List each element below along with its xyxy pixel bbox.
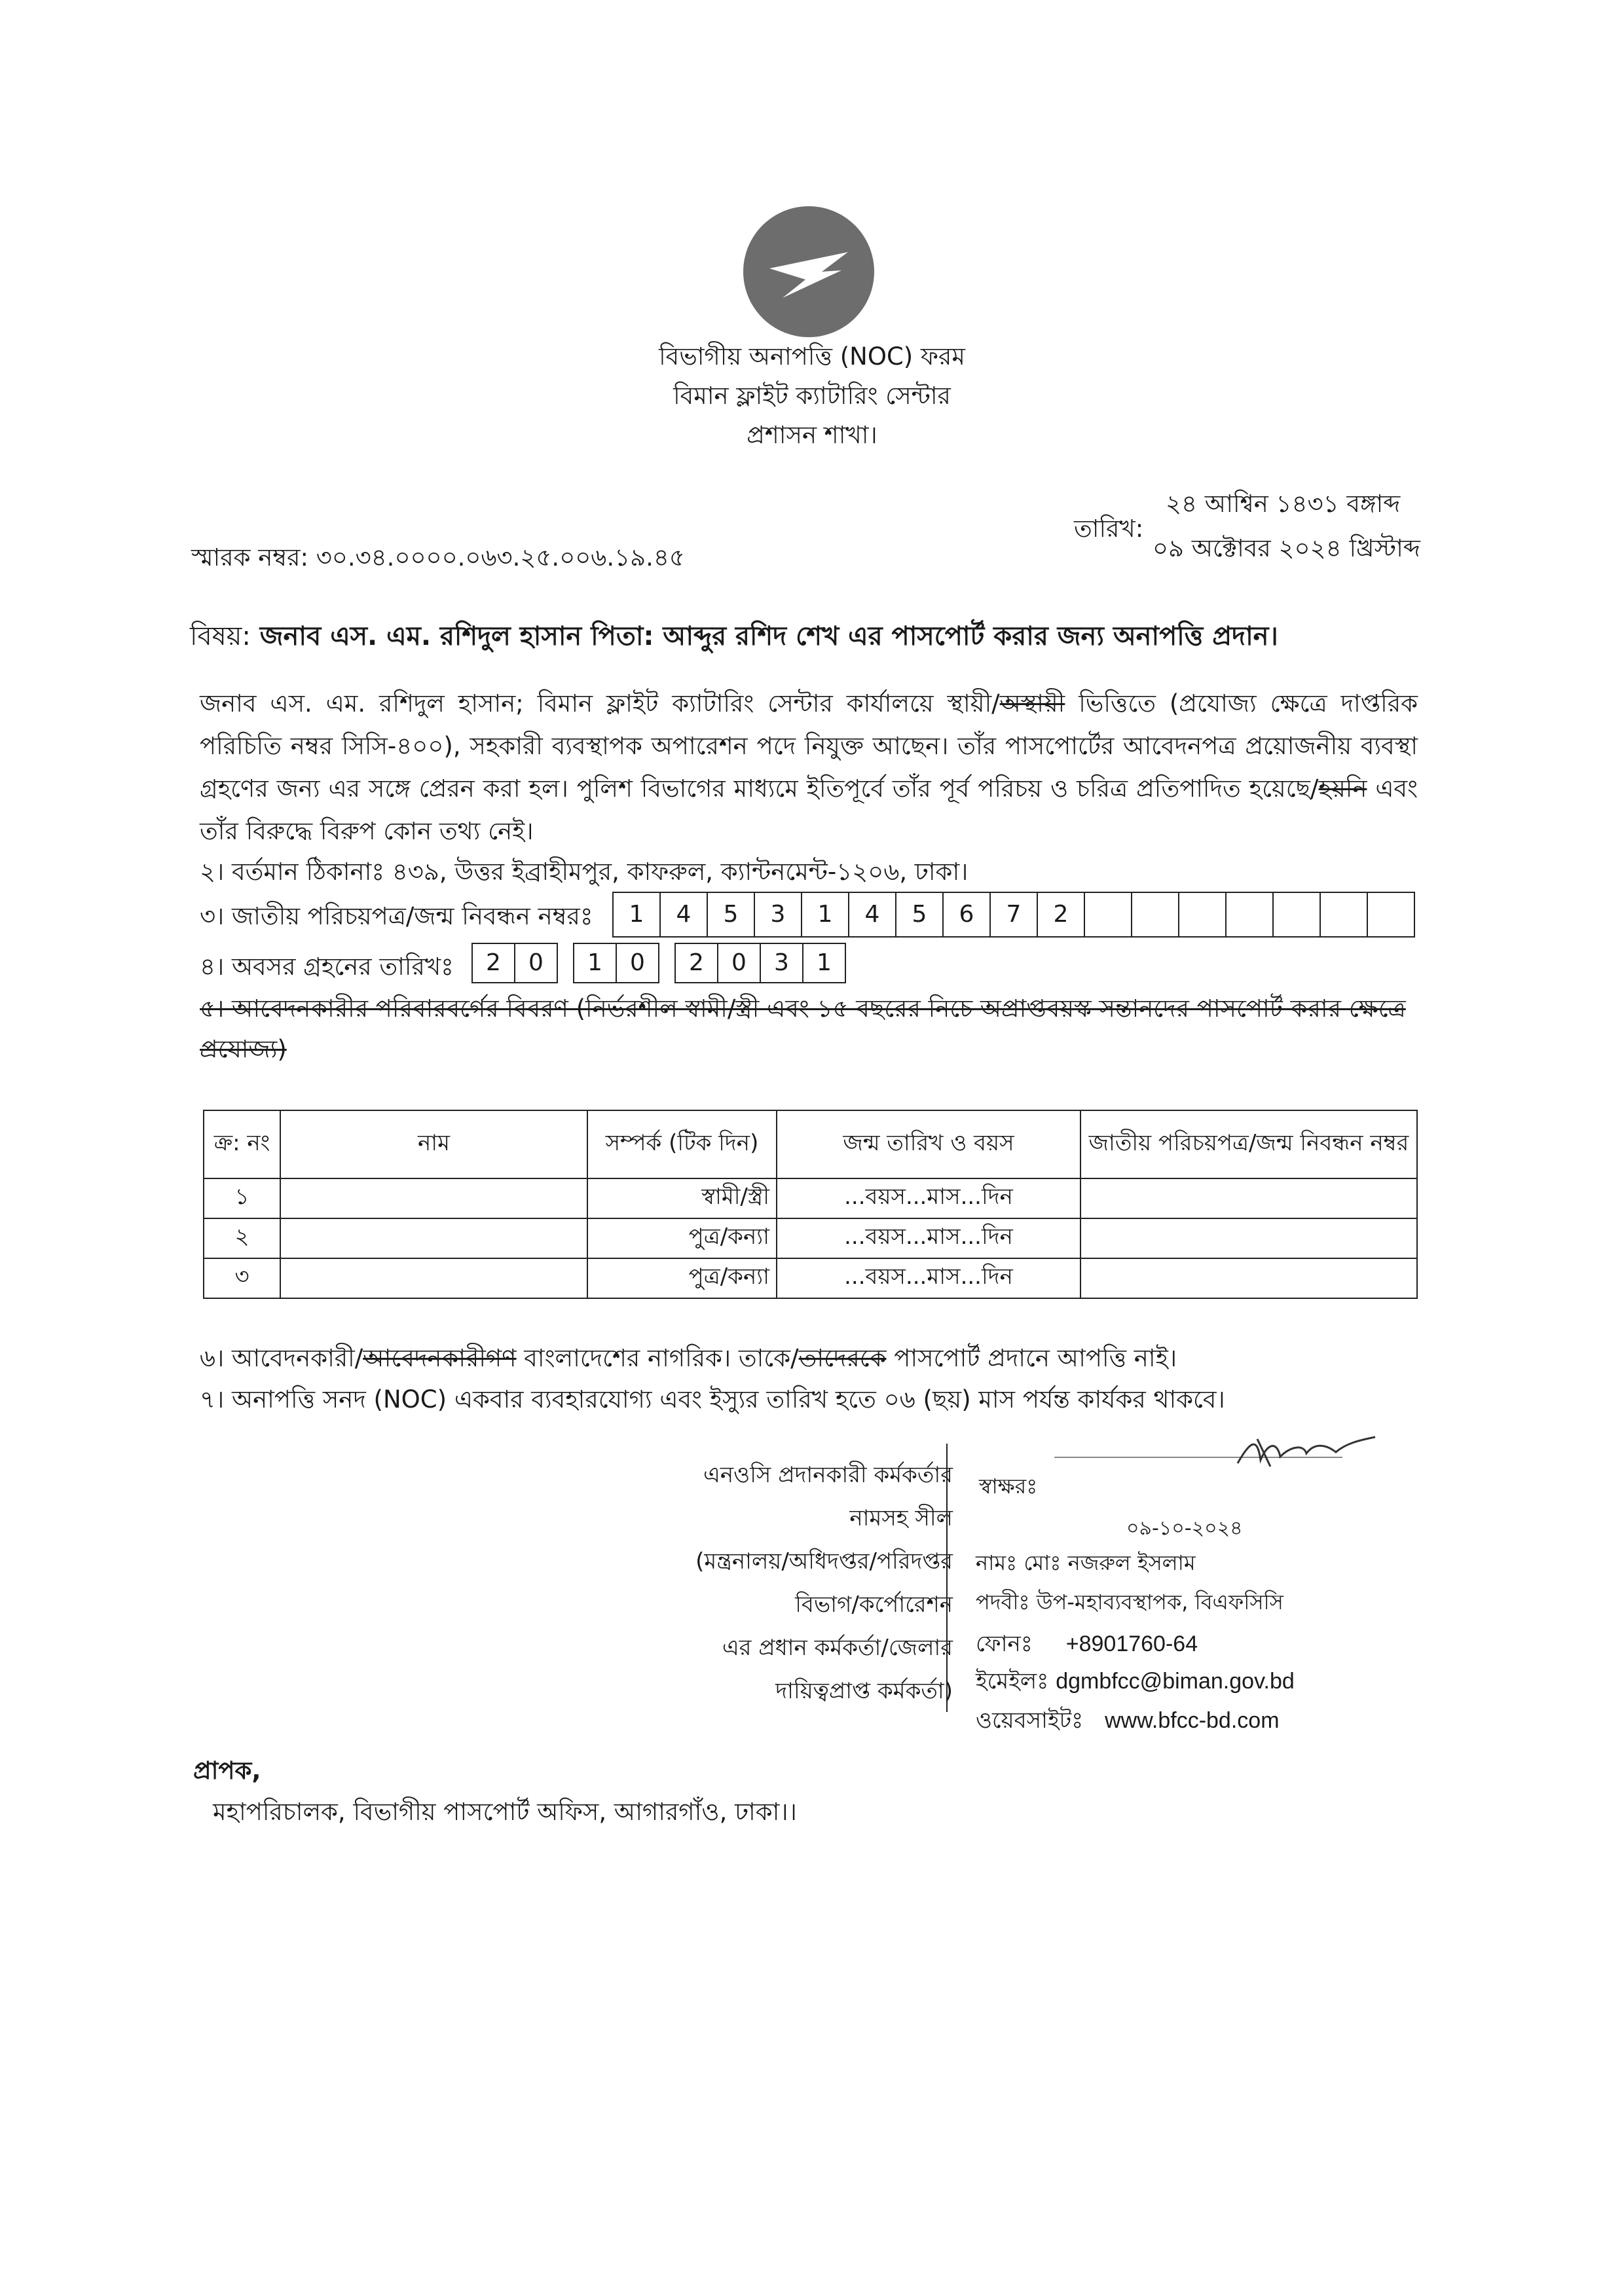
retirement-month-box[interactable]: 0 [616,943,659,983]
signatory-note-line: (মন্ত্রনালয়/অধিদপ্তর/পরিদপ্তর [695,1548,953,1575]
nid-digit-box[interactable]: 5 [707,892,755,938]
cell-name[interactable] [280,1218,587,1258]
col-relation: সম্পর্ক (টিক দিন) [587,1110,777,1178]
signatory-note-line: এর প্রধান কর্মকর্তা/জেলার [722,1635,953,1661]
nid-digit-box[interactable]: 2 [1037,892,1085,938]
website-label: ওয়েবসাইটঃ [976,1707,1084,1734]
nid-digit-box[interactable]: 7 [989,892,1038,938]
email-label: ইমেইলঃ [976,1668,1049,1694]
cell-relation: পুত্র/কন্যা [587,1218,777,1258]
date-english: ০৯ অক্টোবর ২০২৪ খ্রিস্টাব্দ [1153,534,1420,562]
cell-serial: ২ [204,1218,280,1258]
phone-number: +8901760-64 [1065,1631,1198,1656]
recipient-address: মহাপরিচালক, বিভাগীয় পাসপোর্ট অফিস, আগারগাঁও, ঢাকা।। [213,1798,797,1826]
body-strike-1: অস্থায়ী [999,689,1065,718]
item6-text-a: ৬। আবেদনকারী/ [200,1344,363,1372]
present-address: ২। বর্তমান ঠিকানাঃ ৪৩৯, উত্তর ইব্রাহীমপুর, কাফরুল, ক্যান্টনমেন্ট-১২০৬, ঢাকা। [200,858,969,886]
family-details-table [203,1110,1418,1299]
cell-name[interactable] [280,1178,587,1218]
signatory-note-line: দায়িত্বপ্রাপ্ত কর্মকর্তা) [775,1678,953,1704]
phone-label: ফোনঃ [976,1631,1033,1657]
nid-digit-box[interactable] [1367,892,1415,938]
validity-statement: ৭। অনাপত্তি সনদ (NOC) একবার ব্যবহারযোগ্য এবং ইস্যুর তারিখ হতে ০৬ (ছয়) মাস পর্যন্ত কার্যকর থাকবে। [200,1385,1225,1413]
body-text-2: ভিত্তিতে (প্রযোজ্য ক্ষেত্রে দাপ্তরিক পরিচিতি নম্বর সিসি-৪০০), সহকারী ব্যবস্থাপক অপারেশন পদে নিযুক্ত আছেন। তাঁর পাসপোর্টের আবেদনপত্র প্রয়োজনীয় ব্যবস্থা গ্রহণের জন্য এর সঙ্গে প্রেরন করা হল। পুলিশ বিভাগের মাধ্যমে ইতিপূর্বে তাঁর পূর্ব পরিচয় ও চরিত্র প্রতিপাদিত হয়েছে/ [200,689,1418,803]
family-details-heading: ৫। আবেদনকারীর পরিবারবর্গের বিবরণ (নির্ভরশীল স্বামী/স্ত্রী এবং ১৫ বছরের নিচে অপ্রাপ্তবয়স্ক সন্তানদের পাসপোর্ট করার ক্ষেত্রে প্রযোজ্য) [200,994,1406,1063]
body-text-3: এবং তাঁর বিরুদ্ধে বিরুপ কোন তথ্য নেই। [200,774,1418,845]
item6-text-b: বাংলাদেশের নাগরিক। তাকে/ [516,1344,799,1372]
subject-text: জনাব এস. এম. রশিদুল হাসান পিতা: আব্দুর রশিদ শেখ এর পাসপোর্ট করার জন্য অনাপত্তি প্রদান। [259,621,1278,651]
body-text-1: জনাব এস. এম. রশিদুল হাসান; বিমান ফ্লাইট ক্যাটারিং সেন্টার কার্যালয়ে স্থায়ী/ [200,689,1000,718]
memo-label: স্মারক নম্বর: [191,543,308,572]
cell-birthdate: ...বয়স...মাস...দিন [777,1178,1080,1218]
signature-divider [946,1444,948,1712]
body-paragraph [200,682,1418,852]
website-row [976,1704,1280,1741]
nid-digit-box[interactable]: 4 [659,892,708,938]
signatory-designation: পদবীঃ উপ-মহাব্যবস্থাপক, বিএফসিসি [976,1590,1283,1614]
signature-date: ০৯-১০-২০২৪ [1126,1517,1243,1540]
col-name: নাম [280,1110,587,1178]
phone-row [976,1627,1198,1664]
date-bangla: ২৪ আশ্বিন ১৪৩১ বঙ্গাব্দ [1166,490,1401,518]
signatory-name: নামঃ মোঃ নজরুল ইসলাম [976,1550,1196,1575]
retirement-year-box[interactable]: 2 [674,943,718,983]
table-header-row [204,1110,1417,1178]
nid-digit-box[interactable] [1131,892,1179,938]
cell-nid[interactable] [1080,1178,1417,1218]
memo-value: ৩০.৩৪.০০০০.০৬৩.২৫.০০৬.১৯.৪৫ [316,543,685,572]
retirement-day-box[interactable]: 2 [471,943,515,983]
item6-strike-a: আবেদনকারীগণ [363,1344,517,1372]
cell-relation: পুত্র/কন্যা [587,1258,777,1298]
item6-text-c: পাসপোর্ট প্রদানে আপত্তি নাই। [886,1344,1177,1372]
nid-digit-box[interactable] [1084,892,1132,938]
nid-digit-box[interactable] [1320,892,1368,938]
nid-digit-box[interactable] [1225,892,1274,938]
nid-digit-box[interactable]: 6 [942,892,991,938]
citizenship-statement [200,1339,1177,1380]
retirement-year-box[interactable]: 3 [760,943,803,983]
table-row [204,1218,1417,1258]
cell-birthdate: ...বয়স...মাস...দিন [777,1258,1080,1298]
cell-name[interactable] [280,1258,587,1298]
recipient-label: প্রাপক, [193,1757,261,1785]
form-title: বিভাগীয় অনাপত্তি (NOC) ফরম [659,342,965,371]
signatory-note-line: এনওসি প্রদানকারী কর্মকর্তার [703,1462,953,1488]
nid-digit-box[interactable]: 3 [754,892,802,938]
cell-relation: স্বামী/স্ত্রী [587,1178,777,1218]
col-serial: ক্র: নং [204,1110,280,1178]
nid-digit-box[interactable]: 4 [848,892,896,938]
subject-label: বিষয়: [190,621,251,651]
cell-birthdate: ...বয়স...মাস...দিন [777,1218,1080,1258]
email-row [976,1664,1295,1702]
department-name: প্রশাসন শাখা। [747,421,877,449]
signatory-note-line: বিভাগ/কর্পোরেশন [795,1592,953,1618]
date-label: তারিখ: [1074,515,1144,543]
memo-number [191,538,685,579]
nid-digit-box[interactable]: 1 [612,892,661,938]
signature-label: স্বাক্ষরঃ [979,1474,1038,1499]
retirement-month-box[interactable]: 1 [573,943,617,983]
cell-nid[interactable] [1080,1218,1417,1258]
signatory-note [695,1453,953,1713]
signatory-note-line: নামসহ সীল [849,1505,953,1531]
cell-serial: ৩ [204,1258,280,1298]
organization-name: বিমান ফ্লাইট ক্যাটারিং সেন্টার [673,382,951,410]
website-url[interactable]: www.bfcc-bd.com [1105,1708,1280,1733]
retirement-year-box[interactable]: 1 [802,943,846,983]
item6-strike-b: তাদেরকে [798,1344,887,1372]
nid-digit-box[interactable]: 5 [895,892,944,938]
nid-digit-box[interactable] [1178,892,1227,938]
table-row [204,1258,1417,1298]
nid-digit-box[interactable] [1272,892,1321,938]
cell-serial: ১ [204,1178,280,1218]
nid-digit-box[interactable]: 1 [801,892,849,938]
body-strike-2: হয়নি [1318,774,1367,803]
retirement-date-label: ৪। অবসর গ্রহনের তারিখঃ [200,953,454,981]
retirement-day-box[interactable]: 0 [514,943,558,983]
nid-label: ৩। জাতীয় পরিচয়পত্র/জন্ম নিবন্ধন নম্বরঃ [200,902,593,930]
table-row [204,1178,1417,1218]
cell-nid[interactable] [1080,1258,1417,1298]
col-birthdate: জন্ম তারিখ ও বয়স [777,1110,1080,1178]
col-nid: জাতীয় পরিচয়পত্র/জন্ম নিবন্ধন নম্বর [1080,1110,1417,1178]
subject-line [190,615,1278,659]
handwritten-signature-icon [1231,1427,1382,1482]
retirement-year-box[interactable]: 0 [717,943,761,983]
biman-logo-icon [743,206,874,337]
email-address[interactable]: dgmbfcc@biman.gov.bd [1056,1669,1295,1694]
